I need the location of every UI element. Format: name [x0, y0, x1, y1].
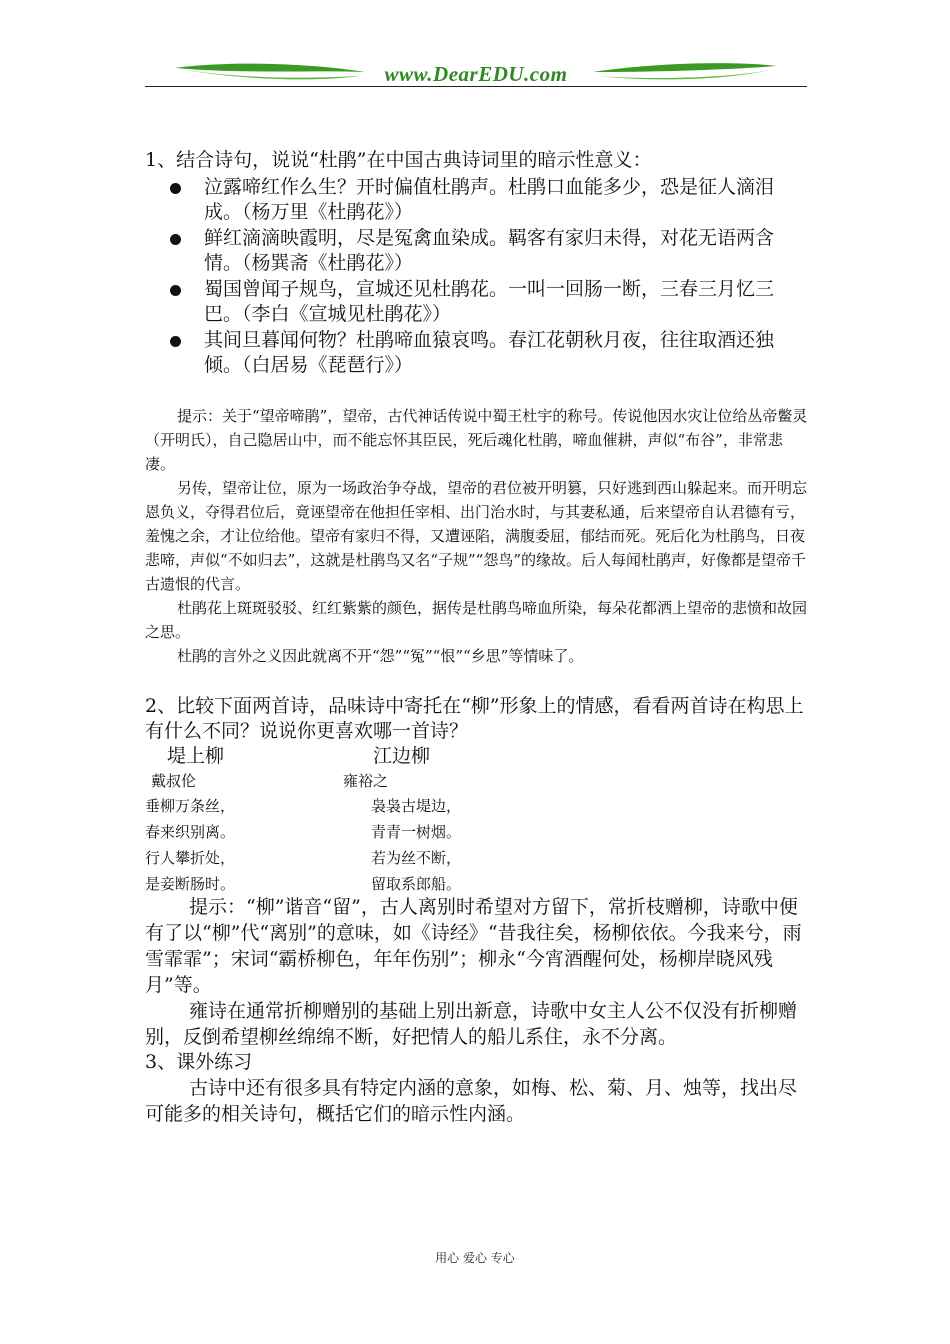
document-body: [145, 148, 810, 1127]
list-item: [145, 277, 810, 327]
page-footer: 用心 爱心 专心: [435, 1251, 515, 1265]
poem-title: 堤上柳: [167, 745, 225, 767]
question-3-title: 3、课外练习: [145, 1051, 253, 1073]
quote-text: 其间旦暮闻何物？杜鹃啼血猿哀鸣。春江花朝秋月夜，往往取酒还独倾。（白居易《琵琶行》）: [204, 329, 775, 376]
poem-line: 是妾断肠时。: [145, 875, 236, 893]
poem-author: 戴叔伦: [151, 772, 197, 790]
poem-left: [145, 744, 235, 897]
site-logo-text: www.DearEDU.com: [384, 62, 568, 86]
quote-list: [145, 175, 810, 378]
poem-line: 垂柳万条丝，: [145, 797, 236, 815]
bullet-icon: [170, 285, 181, 296]
poem-author: 雍裕之: [343, 772, 389, 790]
poem-line: 青青一树烟。: [371, 823, 462, 841]
question-2-title: 2、比较下面两首诗，品味诗中寄托在“柳”形象上的情感，看看两首诗在构思上有什么不同？说说你更喜欢哪一首诗？: [145, 695, 804, 742]
exercise-text: 古诗中还有很多具有特定内涵的意象，如梅、松、菊、月、烛等，找出尽可能多的相关诗句，概括它们的暗示性内涵。: [145, 1077, 798, 1125]
quote-text: 鲜红滴滴映霞明，尽是冤禽血染成。羁客有家归未得，对花无语两含情。（杨巽斋《杜鹃花》）: [204, 227, 775, 274]
hint-section-2: [145, 894, 810, 1050]
list-item: [145, 226, 810, 276]
poem-title: 江边柳: [373, 745, 431, 767]
hint-paragraph: 杜鹃花上斑斑驳驳、红红紫紫的颜色，据传是杜鹃鸟啼血所染，每朵花都洒上望帝的悲愤和故园之思。: [145, 599, 808, 641]
poem-right: [343, 744, 461, 897]
poem-comparison: [145, 744, 810, 894]
hint-paragraph: 提示：关于“望帝啼鹃”，望帝，古代神话传说中蜀王杜宇的称号。传说他因水灾让位给丛帝鳖灵（开明氏），自己隐居山中，而不能忘怀其臣民，死后魂化杜鹃，啼血催耕，声似“布谷”，非常悲凄。: [145, 407, 808, 473]
page-header: [145, 58, 807, 92]
poem-line: 行人攀折处，: [145, 849, 236, 867]
quote-text: 蜀国曾闻子规鸟，宣城还见杜鹃花。一叫一回肠一断，三春三月忆三巴。（李白《宣城见杜鹃花》）: [204, 278, 775, 325]
bullet-icon: [170, 234, 181, 245]
poem-line: 袅袅古堤边，: [371, 797, 462, 815]
list-item: [145, 175, 810, 225]
hint-paragraph: 杜鹃的言外之义因此就离不开“怨”“冤”“恨”“乡思”等情味了。: [177, 647, 584, 665]
hint-section-1: [145, 404, 810, 668]
list-item: [145, 328, 810, 378]
bullet-icon: [170, 183, 181, 194]
bullet-icon: [170, 336, 181, 347]
poem-line: 若为丝不断，: [371, 849, 462, 867]
poem-line: 春来织别离。: [145, 823, 236, 841]
hint-paragraph: 另传，望帝让位，原为一场政治争夺战，望帝的君位被开明篡，只好逃到西山躲起来。而开明忘恩负义，夺得君位后，竟诬望帝在他担任宰相、出门治水时，与其妻私通，后来望帝自认君德有亏，羞愧之余，才让位给他。望帝有家归不得，又遭诬陷，满腹委屈，郁结而死。死后化为杜鹃鸟，日夜悲啼，声似“不如归去”，这就是杜鹃鸟又名“子规”“怨鸟”的缘故。后人每闻杜鹃声，好像都是望帝千古遗恨的代言。: [145, 479, 808, 593]
hint-paragraph: 雍诗在通常折柳赠别的基础上别出新意，诗歌中女主人公不仅没有折柳赠别，反倒希望柳丝绵绵不断，好把情人的船儿系住，永不分离。: [145, 1000, 798, 1048]
quote-text: 泣露啼红作么生？开时偏值杜鹃声。杜鹃口血能多少，恐是征人滴泪成。（杨万里《杜鹃花》）: [204, 176, 775, 223]
hint-paragraph: 提示：“柳”谐音“留”，古人离别时希望对方留下，常折枝赠柳，诗歌中便有了以“柳”代“离别”的意味，如《诗经》“昔我往矣，杨柳依依。今我来兮，雨雪霏霏”；宋词“霸桥柳色，年年伤别”；柳永“今宵酒醒何处，杨柳岸晓风残月”等。: [145, 896, 802, 996]
poem-line: 留取系郎船。: [371, 875, 462, 893]
exercise-section: [145, 1075, 810, 1127]
question-1-title: 1、结合诗句，说说“杜鹃”在中国古典诗词里的暗示性意义：: [145, 149, 652, 171]
header-divider: [145, 86, 807, 87]
